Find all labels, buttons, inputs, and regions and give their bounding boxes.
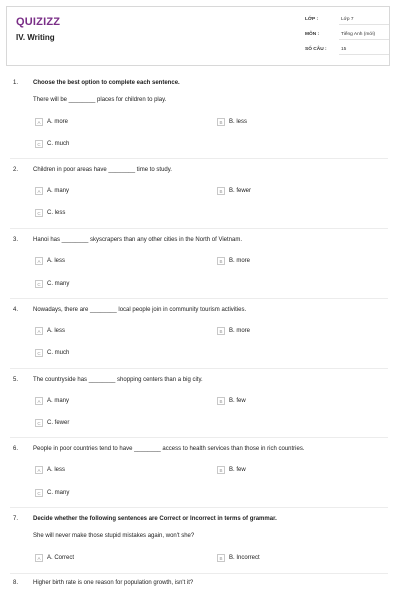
question-3-option-c[interactable]: C C. many bbox=[35, 280, 69, 288]
question-1-instruction: Choose the best option to complete each sentence. bbox=[33, 80, 180, 86]
option-letter-box: A bbox=[35, 466, 43, 474]
option-letter-box: C bbox=[35, 489, 43, 497]
option-letter-box: C bbox=[35, 140, 43, 148]
question-6-option-b[interactable]: B B. few bbox=[217, 466, 246, 474]
question-2-text: Children in poor areas have ________ time to study. bbox=[33, 167, 172, 173]
question-7-option-a[interactable]: A A. Correct bbox=[35, 554, 74, 562]
question-2-option-a[interactable]: A A. many bbox=[35, 187, 69, 195]
meta-class-value: Lớp 7 bbox=[341, 17, 354, 22]
option-letter-box: A bbox=[35, 257, 43, 265]
divider bbox=[10, 298, 388, 299]
meta-count-value: 15 bbox=[341, 47, 347, 52]
meta-count-key: SỐ CÂU : bbox=[305, 47, 327, 52]
divider bbox=[10, 507, 388, 508]
question-5-option-a[interactable]: A A. many bbox=[35, 397, 69, 405]
question-7-instruction: Decide whether the following sentences are Correct or Incorrect in terms of grammar. bbox=[33, 516, 277, 522]
question-4-option-a[interactable]: A A. less bbox=[35, 327, 65, 335]
divider bbox=[10, 573, 388, 574]
question-6-option-c[interactable]: C C. many bbox=[35, 489, 69, 497]
question-3-text: Hanoi has ________ skyscrapers than any other cities in the North of Vietnam. bbox=[33, 237, 243, 243]
question-1-option-b[interactable]: B B. less bbox=[217, 118, 247, 126]
question-8-text: Higher birth rate is one reason for population growth, isn't it? bbox=[33, 580, 194, 586]
meta-subject-value: Tiếng Anh (mới) bbox=[341, 32, 376, 37]
question-1-text: There will be ________ places for children to play. bbox=[33, 97, 167, 103]
question-5-option-b[interactable]: B B. few bbox=[217, 397, 246, 405]
divider bbox=[10, 228, 388, 229]
question-2-option-b[interactable]: B B. fewer bbox=[217, 187, 251, 195]
option-letter-box: B bbox=[217, 466, 225, 474]
meta-subject-key: MÔN : bbox=[305, 32, 320, 37]
option-letter-box: A bbox=[35, 327, 43, 335]
question-3-option-a[interactable]: A A. less bbox=[35, 257, 65, 265]
option-letter-box: B bbox=[217, 118, 225, 126]
question-6-option-a[interactable]: A A. less bbox=[35, 466, 65, 474]
question-4-number: 4. bbox=[13, 307, 19, 313]
question-5-number: 5. bbox=[13, 377, 19, 383]
section-title: IV. Writing bbox=[16, 33, 55, 42]
option-letter-box: A bbox=[35, 118, 43, 126]
question-2-number: 2. bbox=[13, 167, 19, 173]
option-letter-box: B bbox=[217, 257, 225, 265]
divider bbox=[10, 368, 388, 369]
option-letter-box: C bbox=[35, 280, 43, 288]
question-6-text: People in poor countries tend to have ________ access to health services than those in rich countries. bbox=[33, 446, 305, 452]
option-letter-box: B bbox=[217, 327, 225, 335]
meta-class-key: LỚP : bbox=[305, 17, 319, 22]
question-6-number: 6. bbox=[13, 446, 19, 452]
option-letter-box: B bbox=[217, 397, 225, 405]
question-1-number: 1. bbox=[13, 80, 19, 86]
option-letter-box: B bbox=[217, 554, 225, 562]
question-4-text: Nowadays, there are ________ local people join in community tourism activities. bbox=[33, 307, 247, 313]
option-letter-box: C bbox=[35, 209, 43, 217]
option-letter-box: A bbox=[35, 397, 43, 405]
question-1-option-c[interactable]: C C. much bbox=[35, 140, 69, 148]
question-4-option-b[interactable]: B B. more bbox=[217, 327, 250, 335]
option-letter-box: C bbox=[35, 419, 43, 427]
question-5-text: The countryside has ________ shopping centers than a big city. bbox=[33, 377, 203, 383]
question-3-number: 3. bbox=[13, 237, 19, 243]
option-letter-box: C bbox=[35, 349, 43, 357]
question-7-option-b[interactable]: B B. Incorrect bbox=[217, 554, 260, 562]
divider bbox=[10, 158, 388, 159]
quizizz-logo: QUIZIZZ bbox=[16, 16, 61, 28]
worksheet-header bbox=[6, 6, 390, 66]
question-7-number: 7. bbox=[13, 516, 19, 522]
question-4-option-c[interactable]: C C. much bbox=[35, 349, 69, 357]
question-8-number: 8. bbox=[13, 580, 19, 586]
option-letter-box: A bbox=[35, 187, 43, 195]
question-1-option-a[interactable]: A A. more bbox=[35, 118, 68, 126]
divider bbox=[10, 437, 388, 438]
option-letter-box: A bbox=[35, 554, 43, 562]
option-letter-box: B bbox=[217, 187, 225, 195]
question-2-option-c[interactable]: C C. less bbox=[35, 209, 65, 217]
question-7-text: She will never make those stupid mistakes again, won't she? bbox=[33, 533, 195, 539]
question-3-option-b[interactable]: B B. more bbox=[217, 257, 250, 265]
question-5-option-c[interactable]: C C. fewer bbox=[35, 419, 69, 427]
